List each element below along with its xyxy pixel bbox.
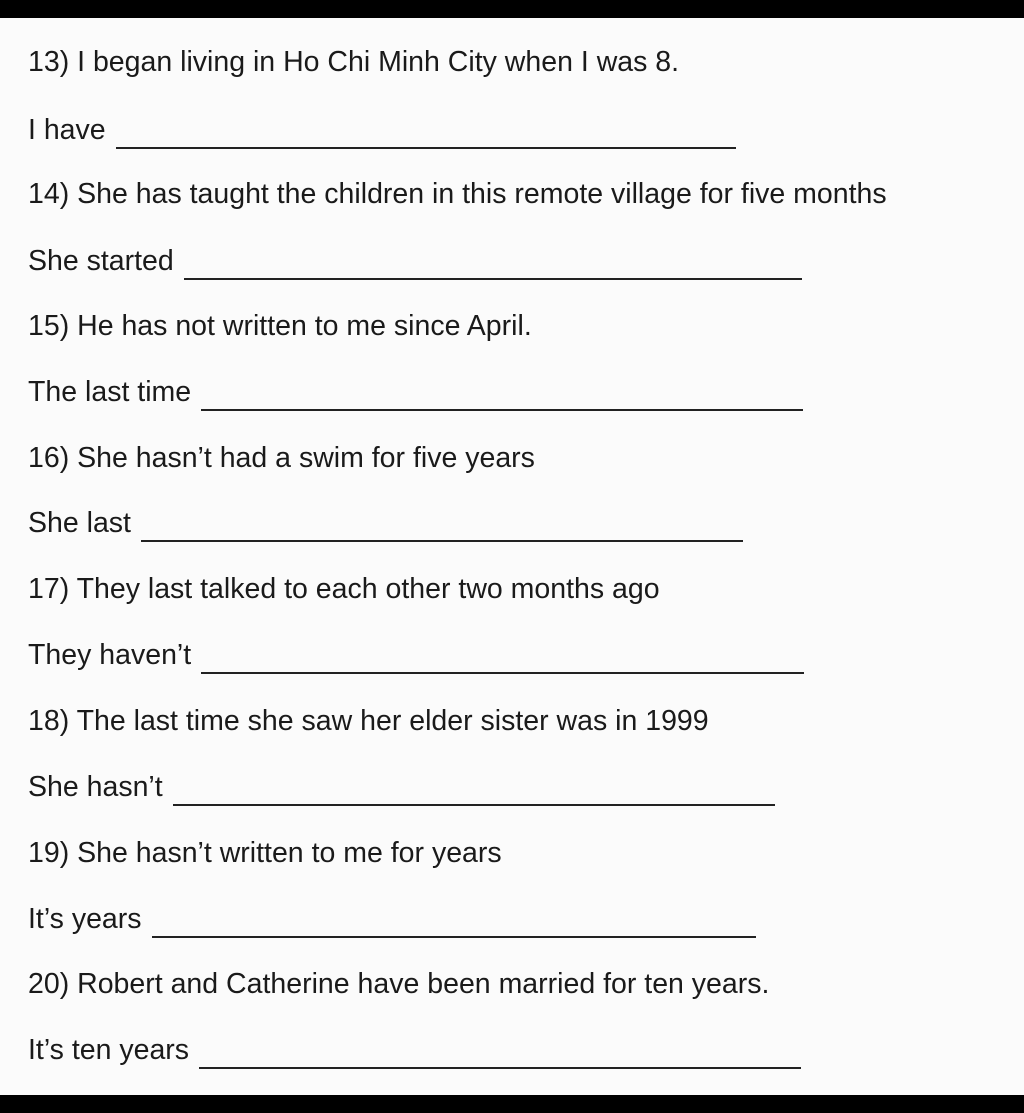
answer-row-16 [28,509,743,538]
question-16: 16) She hasn’t had a swim for five years [28,442,535,474]
question-13: 13) I began living in Ho Chi Minh City when I was 8. [28,46,680,78]
answer-blank-18[interactable] [173,804,775,806]
answer-row-20 [28,1036,801,1065]
question-15: 15) He has not written to me since April. [28,310,532,342]
answer-prompt-13: I have [28,114,106,146]
answer-prompt-18: She hasn’t [28,771,163,803]
answer-blank-15[interactable] [201,409,803,411]
answer-row-19 [28,905,756,934]
answer-prompt-14: She started [28,245,174,277]
question-20: 20) Robert and Catherine have been married for ten years. [28,968,770,1000]
answer-blank-13[interactable] [116,147,736,149]
answer-prompt-17: They haven’t [28,639,192,671]
answer-blank-16[interactable] [141,540,743,542]
worksheet [0,18,1024,1095]
answer-row-17 [28,641,804,670]
question-14: 14) She has taught the children in this remote village for five months [28,178,887,210]
answer-row-14 [28,247,802,276]
answer-row-13 [28,116,736,145]
question-19: 19) She hasn’t written to me for years [28,837,502,869]
answer-prompt-15: The last time [28,376,192,408]
question-17: 17) They last talked to each other two months ago [28,573,660,605]
answer-prompt-20: It’s ten years [28,1034,190,1066]
answer-blank-14[interactable] [184,278,802,280]
answer-blank-17[interactable] [201,672,804,674]
answer-prompt-19: It’s years [28,903,142,935]
answer-row-18 [28,773,775,802]
answer-blank-19[interactable] [152,936,756,938]
answer-blank-20[interactable] [199,1067,801,1069]
answer-prompt-16: She last [28,507,131,539]
answer-row-15 [28,378,803,407]
question-18: 18) The last time she saw her elder sister was in 1999 [28,705,709,737]
